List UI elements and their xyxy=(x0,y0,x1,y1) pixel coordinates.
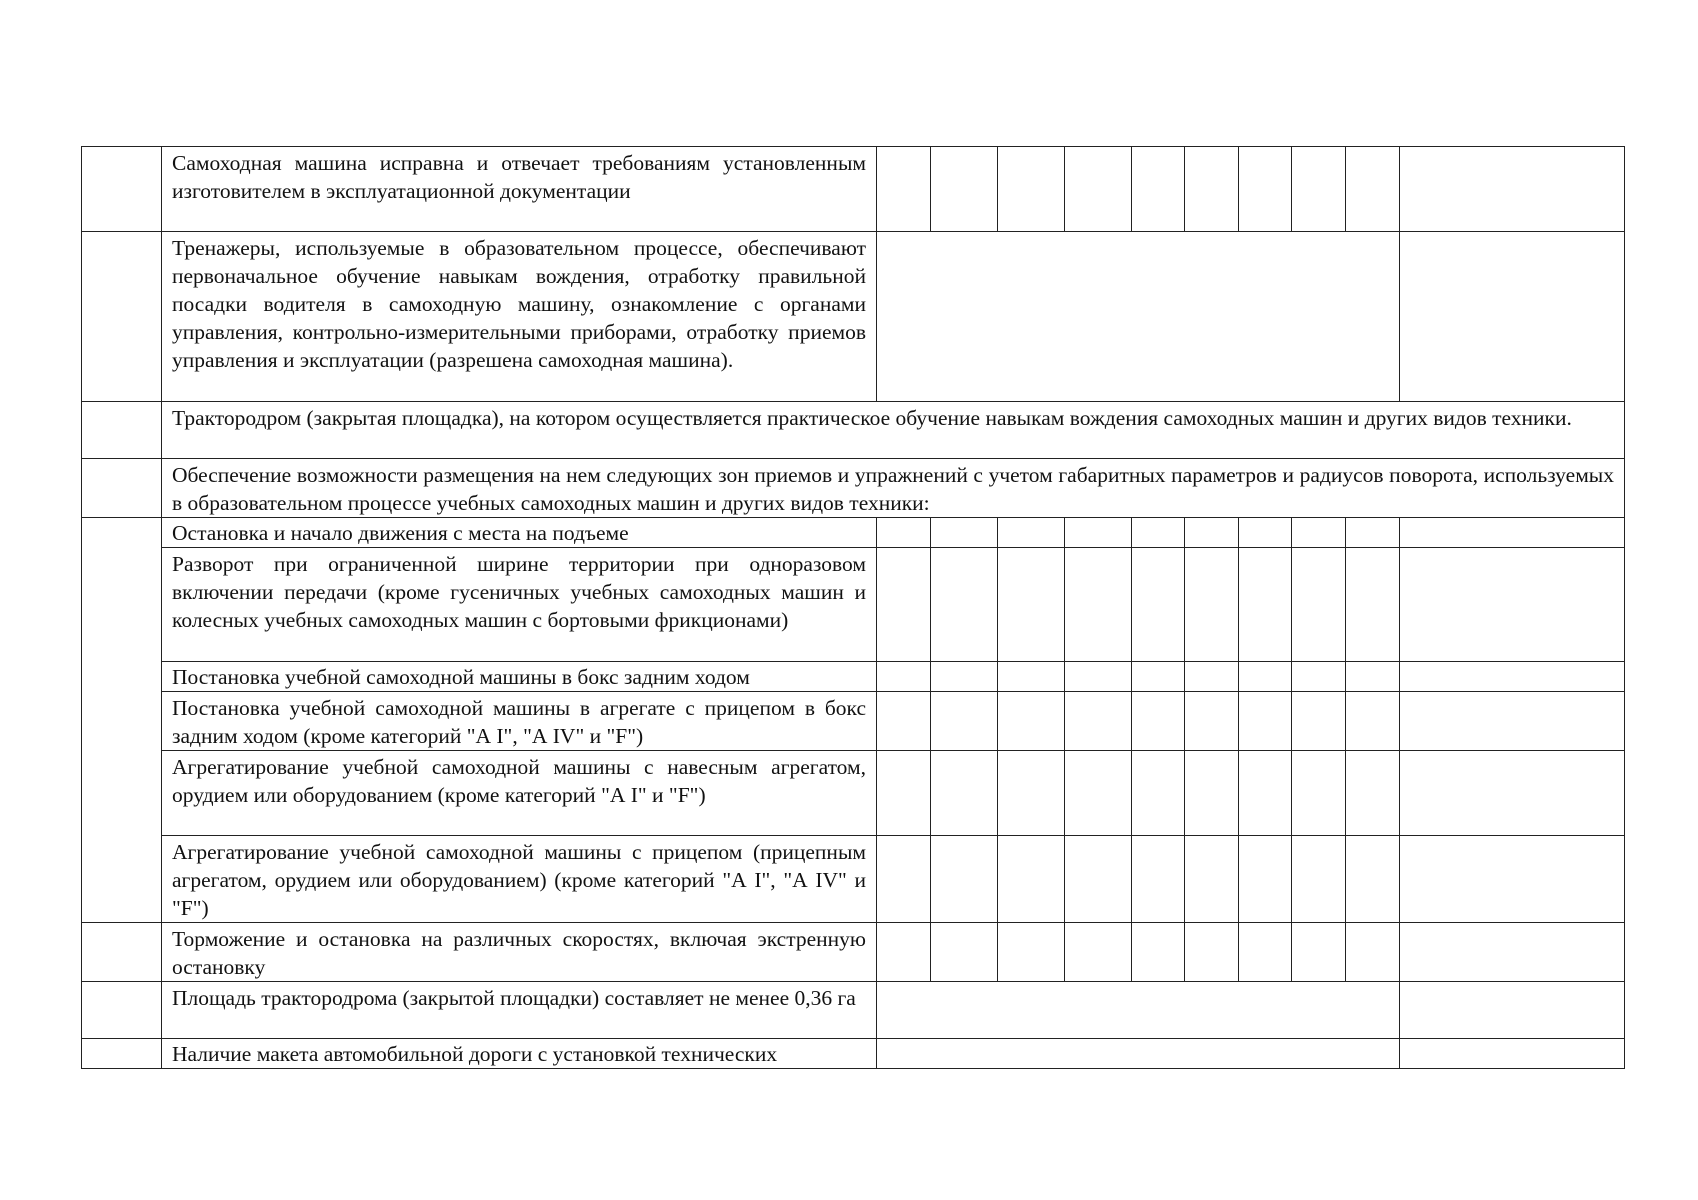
check-cell xyxy=(1065,836,1132,923)
notes-cell xyxy=(1400,518,1625,548)
requirement-cell: Разворот при ограниченной ширине территории при одноразовом включении передачи (кроме гусеничных учебных самоходных машин и колесных учебных самоходных машин с бортовыми фрикционами) xyxy=(162,548,877,662)
check-cell xyxy=(1132,147,1185,232)
check-cell xyxy=(1346,518,1400,548)
table-row xyxy=(82,548,1625,662)
check-cell xyxy=(931,692,998,751)
check-cell xyxy=(931,923,998,982)
check-cell xyxy=(1292,147,1346,232)
notes-cell xyxy=(1400,147,1625,232)
check-cell xyxy=(1346,662,1400,692)
check-cell xyxy=(1185,548,1239,662)
check-cell xyxy=(1239,836,1292,923)
check-cell xyxy=(998,662,1065,692)
check-cell xyxy=(1132,662,1185,692)
merged-check-cell xyxy=(877,1039,1400,1069)
requirement-cell: Постановка учебной самоходной машины в агрегате с прицепом в бокс задним ходом (кроме категорий "А I", "А IV" и "F") xyxy=(162,692,877,751)
row-number-cell xyxy=(82,923,162,982)
check-cell xyxy=(1132,518,1185,548)
check-cell xyxy=(1239,518,1292,548)
check-cell xyxy=(1065,147,1132,232)
check-cell xyxy=(1292,836,1346,923)
merged-check-cell xyxy=(877,232,1400,402)
check-cell xyxy=(931,147,998,232)
check-cell xyxy=(877,518,931,548)
table-row xyxy=(82,751,1625,836)
check-cell xyxy=(1239,692,1292,751)
check-cell xyxy=(998,518,1065,548)
check-cell xyxy=(877,923,931,982)
check-cell xyxy=(931,518,998,548)
check-cell xyxy=(998,147,1065,232)
table-row xyxy=(82,692,1625,751)
table-row xyxy=(82,518,1625,548)
check-cell xyxy=(1346,692,1400,751)
check-cell xyxy=(1065,692,1132,751)
table-row xyxy=(82,836,1625,923)
check-cell xyxy=(1292,518,1346,548)
table-row xyxy=(82,232,1625,402)
check-cell xyxy=(1239,923,1292,982)
check-cell xyxy=(1065,923,1132,982)
check-cell xyxy=(1185,923,1239,982)
requirement-cell: Агрегатирование учебной самоходной машины с навесным агрегатом, орудием или оборудованием (кроме категорий "А I" и "F") xyxy=(162,751,877,836)
row-number-cell xyxy=(82,459,162,518)
check-cell xyxy=(931,548,998,662)
check-cell xyxy=(998,836,1065,923)
check-cell xyxy=(1346,751,1400,836)
check-cell xyxy=(877,692,931,751)
table-row xyxy=(82,923,1625,982)
row-number-cell xyxy=(82,1039,162,1069)
check-cell xyxy=(877,751,931,836)
check-cell xyxy=(1185,692,1239,751)
check-cell xyxy=(931,751,998,836)
check-cell xyxy=(1239,662,1292,692)
check-cell xyxy=(1239,147,1292,232)
notes-cell xyxy=(1400,662,1625,692)
row-number-cell xyxy=(82,232,162,402)
check-cell xyxy=(931,662,998,692)
table-row xyxy=(82,662,1625,692)
requirement-cell: Наличие макета автомобильной дороги с установкой технических xyxy=(162,1039,877,1069)
table-row xyxy=(82,1039,1625,1069)
check-cell xyxy=(877,147,931,232)
check-cell xyxy=(998,548,1065,662)
requirement-cell: Остановка и начало движения с места на подъеме xyxy=(162,518,877,548)
section-heading-cell: Трактородром (закрытая площадка), на котором осуществляется практическое обучение навыкам вождения самоходных машин и других видов техники. xyxy=(162,402,1625,459)
check-cell xyxy=(931,836,998,923)
check-cell xyxy=(1346,923,1400,982)
check-cell xyxy=(1132,836,1185,923)
row-number-cell xyxy=(82,402,162,459)
check-cell xyxy=(1292,923,1346,982)
requirements-table xyxy=(81,146,1625,1069)
notes-cell xyxy=(1400,1039,1625,1069)
row-number-cell xyxy=(82,982,162,1039)
requirement-cell: Агрегатирование учебной самоходной машины с прицепом (прицепным агрегатом, орудием или оборудованием) (кроме категорий "А I", "А IV" и "F") xyxy=(162,836,877,923)
check-cell xyxy=(1185,751,1239,836)
check-cell xyxy=(1132,548,1185,662)
check-cell xyxy=(1346,836,1400,923)
check-cell xyxy=(877,662,931,692)
table-row xyxy=(82,982,1625,1039)
notes-cell xyxy=(1400,751,1625,836)
check-cell xyxy=(1065,518,1132,548)
notes-cell xyxy=(1400,982,1625,1039)
notes-cell xyxy=(1400,692,1625,751)
check-cell xyxy=(1185,836,1239,923)
table-row xyxy=(82,147,1625,232)
requirement-cell: Самоходная машина исправна и отвечает требованиям установленным изготовителем в эксплуатационной документации xyxy=(162,147,877,232)
check-cell xyxy=(1185,662,1239,692)
section-heading-cell: Обеспечение возможности размещения на нем следующих зон приемов и упражнений с учетом габаритных параметров и радиусов поворота, используемых в образовательном процессе учебных самоходных машин и других видов техники: xyxy=(162,459,1625,518)
check-cell xyxy=(1185,518,1239,548)
notes-cell xyxy=(1400,232,1625,402)
check-cell xyxy=(1346,548,1400,662)
check-cell xyxy=(1346,147,1400,232)
check-cell xyxy=(1239,548,1292,662)
requirement-cell: Торможение и остановка на различных скоростях, включая экстренную остановку xyxy=(162,923,877,982)
table-row xyxy=(82,459,1625,518)
check-cell xyxy=(998,751,1065,836)
notes-cell xyxy=(1400,836,1625,923)
check-cell xyxy=(1065,548,1132,662)
check-cell xyxy=(1292,662,1346,692)
check-cell xyxy=(1132,692,1185,751)
notes-cell xyxy=(1400,548,1625,662)
notes-cell xyxy=(1400,923,1625,982)
check-cell xyxy=(1065,662,1132,692)
check-cell xyxy=(998,692,1065,751)
check-cell xyxy=(1132,751,1185,836)
check-cell xyxy=(1292,548,1346,662)
check-cell xyxy=(877,836,931,923)
row-number-cell xyxy=(82,518,162,923)
table-row xyxy=(82,402,1625,459)
check-cell xyxy=(1065,751,1132,836)
requirement-cell: Площадь трактородрома (закрытой площадки) составляет не менее 0,36 га xyxy=(162,982,877,1039)
check-cell xyxy=(1292,751,1346,836)
requirement-cell: Тренажеры, используемые в образовательном процессе, обеспечивают первоначальное обучение навыкам вождения, отработку правильной посадки водителя в самоходную машину, ознакомление с органами управления, контрольно-измерительными приборами, отработку приемов управления и эксплуатации (разрешена самоходная машина). xyxy=(162,232,877,402)
check-cell xyxy=(1132,923,1185,982)
check-cell xyxy=(1292,692,1346,751)
check-cell xyxy=(877,548,931,662)
check-cell xyxy=(1185,147,1239,232)
check-cell xyxy=(998,923,1065,982)
check-cell xyxy=(1239,751,1292,836)
row-number-cell xyxy=(82,147,162,232)
requirement-cell: Постановка учебной самоходной машины в бокс задним ходом xyxy=(162,662,877,692)
merged-check-cell xyxy=(877,982,1400,1039)
